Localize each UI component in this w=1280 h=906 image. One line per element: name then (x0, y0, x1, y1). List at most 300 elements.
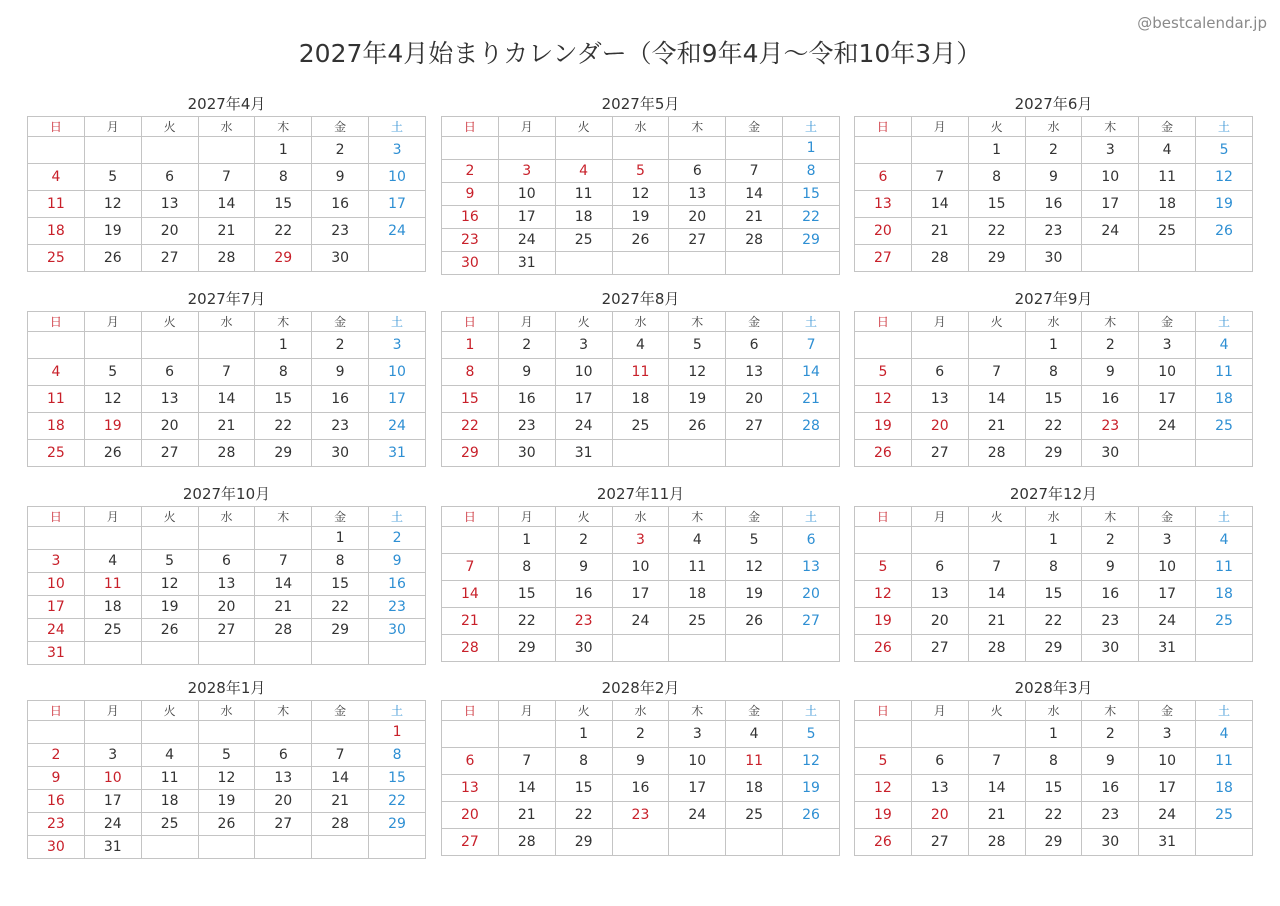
day-cell: 26 (84, 440, 141, 467)
weekday-header: 月 (84, 507, 141, 527)
day-cell: 22 (1025, 413, 1082, 440)
day-cell: 12 (1196, 164, 1253, 191)
week-row (28, 596, 426, 619)
day-cell: 1 (255, 137, 312, 164)
weekday-header: 金 (1139, 117, 1196, 137)
empty-day-cell (255, 836, 312, 859)
weekday-header: 水 (612, 701, 669, 721)
empty-day-cell (968, 721, 1025, 748)
weekday-header: 火 (555, 312, 612, 332)
day-cell: 25 (669, 608, 726, 635)
day-cell: 25 (1196, 608, 1253, 635)
empty-day-cell (141, 332, 198, 359)
empty-day-cell (555, 252, 612, 275)
empty-day-cell (312, 721, 369, 744)
empty-day-cell (141, 836, 198, 859)
day-cell: 25 (1196, 802, 1253, 829)
month-table (854, 311, 1253, 467)
day-cell: 3 (669, 721, 726, 748)
empty-day-cell (84, 721, 141, 744)
empty-day-cell (312, 642, 369, 665)
month-title: 2027年12月 (1009, 485, 1098, 503)
week-row (442, 775, 840, 802)
empty-day-cell (968, 527, 1025, 554)
day-cell: 29 (312, 619, 369, 642)
day-cell: 12 (84, 386, 141, 413)
day-cell: 25 (28, 245, 85, 272)
day-cell: 13 (911, 775, 968, 802)
week-row (442, 183, 840, 206)
day-cell: 18 (1139, 191, 1196, 218)
month-table (441, 116, 840, 275)
day-cell: 9 (1082, 554, 1139, 581)
day-cell: 23 (498, 413, 555, 440)
day-cell: 26 (198, 813, 255, 836)
weekday-header: 土 (1196, 312, 1253, 332)
week-row (855, 413, 1253, 440)
day-cell: 14 (255, 573, 312, 596)
weekday-header: 木 (255, 312, 312, 332)
weekday-header: 火 (141, 507, 198, 527)
day-cell: 7 (968, 748, 1025, 775)
month-title: 2027年11月 (596, 485, 685, 503)
day-cell: 14 (198, 386, 255, 413)
weekday-header: 金 (1139, 701, 1196, 721)
month-calendar (854, 482, 1253, 662)
day-cell: 2 (1082, 527, 1139, 554)
day-cell: 27 (198, 619, 255, 642)
day-cell: 6 (255, 744, 312, 767)
day-cell: 28 (726, 229, 783, 252)
weekday-header: 木 (1082, 312, 1139, 332)
day-cell: 5 (612, 160, 669, 183)
day-cell: 4 (726, 721, 783, 748)
day-cell: 26 (84, 245, 141, 272)
day-cell: 2 (312, 332, 369, 359)
day-cell: 3 (369, 137, 426, 164)
week-row (442, 206, 840, 229)
weekday-header: 金 (726, 701, 783, 721)
day-cell: 11 (84, 573, 141, 596)
day-cell: 16 (1025, 191, 1082, 218)
empty-day-cell (911, 137, 968, 164)
day-cell: 5 (198, 744, 255, 767)
day-cell: 17 (555, 386, 612, 413)
week-row (442, 554, 840, 581)
day-cell: 20 (911, 802, 968, 829)
week-row (442, 721, 840, 748)
week-row (28, 721, 426, 744)
day-cell: 27 (911, 829, 968, 856)
day-cell: 13 (783, 554, 840, 581)
day-cell: 4 (141, 744, 198, 767)
weekday-header: 土 (783, 312, 840, 332)
day-cell: 16 (28, 790, 85, 813)
day-cell: 5 (855, 748, 912, 775)
day-cell: 13 (198, 573, 255, 596)
month-calendar (27, 287, 426, 467)
week-row (855, 554, 1253, 581)
empty-day-cell (911, 332, 968, 359)
day-cell: 20 (255, 790, 312, 813)
empty-day-cell (198, 721, 255, 744)
day-cell: 8 (255, 164, 312, 191)
weekday-header-row (855, 117, 1253, 137)
month-table (854, 116, 1253, 272)
day-cell: 17 (612, 581, 669, 608)
day-cell: 22 (255, 218, 312, 245)
empty-day-cell (855, 721, 912, 748)
day-cell: 15 (1025, 581, 1082, 608)
month-table (441, 311, 840, 467)
day-cell: 17 (1139, 775, 1196, 802)
day-cell: 29 (1025, 440, 1082, 467)
day-cell: 4 (669, 527, 726, 554)
day-cell: 1 (783, 137, 840, 160)
weekday-header: 月 (498, 117, 555, 137)
day-cell: 2 (1082, 332, 1139, 359)
empty-day-cell (198, 527, 255, 550)
day-cell: 9 (612, 748, 669, 775)
day-cell: 17 (28, 596, 85, 619)
day-cell: 18 (141, 790, 198, 813)
day-cell: 11 (141, 767, 198, 790)
day-cell: 18 (28, 218, 85, 245)
day-cell: 17 (669, 775, 726, 802)
day-cell: 5 (855, 554, 912, 581)
weekday-header: 月 (911, 701, 968, 721)
day-cell: 10 (555, 359, 612, 386)
day-cell: 9 (555, 554, 612, 581)
day-cell: 5 (1196, 137, 1253, 164)
day-cell: 3 (1082, 137, 1139, 164)
day-cell: 14 (968, 775, 1025, 802)
day-cell: 7 (255, 550, 312, 573)
day-cell: 26 (855, 440, 912, 467)
week-row (855, 581, 1253, 608)
weekday-header: 土 (369, 117, 426, 137)
weekday-header: 火 (968, 117, 1025, 137)
day-cell: 19 (783, 775, 840, 802)
empty-day-cell (369, 836, 426, 859)
day-cell: 24 (1082, 218, 1139, 245)
month-table (27, 116, 426, 272)
day-cell: 16 (1082, 386, 1139, 413)
day-cell: 24 (555, 413, 612, 440)
week-row (442, 332, 840, 359)
week-row (855, 359, 1253, 386)
empty-day-cell (968, 332, 1025, 359)
day-cell: 1 (1025, 527, 1082, 554)
empty-day-cell (141, 137, 198, 164)
day-cell: 8 (1025, 359, 1082, 386)
weekday-header: 月 (911, 117, 968, 137)
weekday-header: 土 (783, 701, 840, 721)
day-cell: 17 (84, 790, 141, 813)
day-cell: 27 (442, 829, 499, 856)
day-cell: 28 (968, 829, 1025, 856)
day-cell: 11 (669, 554, 726, 581)
day-cell: 21 (726, 206, 783, 229)
day-cell: 18 (1196, 581, 1253, 608)
day-cell: 16 (369, 573, 426, 596)
week-row (442, 160, 840, 183)
day-cell: 23 (1082, 413, 1139, 440)
day-cell: 12 (783, 748, 840, 775)
weekday-header: 木 (669, 117, 726, 137)
day-cell: 7 (312, 744, 369, 767)
weekday-header: 木 (1082, 507, 1139, 527)
day-cell: 30 (28, 836, 85, 859)
week-row (442, 802, 840, 829)
day-cell: 6 (726, 332, 783, 359)
week-row (855, 608, 1253, 635)
day-cell: 18 (669, 581, 726, 608)
empty-day-cell (726, 635, 783, 662)
day-cell: 17 (1139, 386, 1196, 413)
weekday-header: 水 (612, 312, 669, 332)
day-cell: 5 (783, 721, 840, 748)
day-cell: 11 (1139, 164, 1196, 191)
day-cell: 29 (498, 635, 555, 662)
empty-day-cell (1196, 635, 1253, 662)
day-cell: 23 (312, 413, 369, 440)
day-cell: 11 (612, 359, 669, 386)
day-cell: 6 (855, 164, 912, 191)
week-row (28, 332, 426, 359)
day-cell: 28 (312, 813, 369, 836)
day-cell: 30 (312, 245, 369, 272)
day-cell: 20 (855, 218, 912, 245)
day-cell: 2 (312, 137, 369, 164)
empty-day-cell (855, 332, 912, 359)
day-cell: 29 (1025, 635, 1082, 662)
day-cell: 16 (442, 206, 499, 229)
day-cell: 6 (442, 748, 499, 775)
day-cell: 30 (442, 252, 499, 275)
empty-day-cell (669, 440, 726, 467)
empty-day-cell (28, 332, 85, 359)
empty-day-cell (911, 527, 968, 554)
week-row (855, 527, 1253, 554)
weekday-header: 水 (198, 507, 255, 527)
day-cell: 14 (968, 386, 1025, 413)
weekday-header: 月 (84, 117, 141, 137)
empty-day-cell (1139, 245, 1196, 272)
day-cell: 22 (555, 802, 612, 829)
empty-day-cell (669, 137, 726, 160)
day-cell: 7 (198, 359, 255, 386)
day-cell: 18 (726, 775, 783, 802)
day-cell: 16 (612, 775, 669, 802)
day-cell: 19 (1196, 191, 1253, 218)
week-row (28, 218, 426, 245)
weekday-header-row (28, 312, 426, 332)
day-cell: 25 (1196, 413, 1253, 440)
month-title: 2027年8月 (601, 290, 680, 308)
day-cell: 17 (369, 191, 426, 218)
day-cell: 4 (555, 160, 612, 183)
day-cell: 8 (312, 550, 369, 573)
day-cell: 18 (1196, 775, 1253, 802)
day-cell: 6 (141, 359, 198, 386)
day-cell: 9 (312, 359, 369, 386)
day-cell: 18 (84, 596, 141, 619)
day-cell: 22 (1025, 608, 1082, 635)
empty-day-cell (726, 829, 783, 856)
month-calendar (854, 287, 1253, 467)
day-cell: 21 (442, 608, 499, 635)
day-cell: 21 (968, 413, 1025, 440)
day-cell: 23 (28, 813, 85, 836)
day-cell: 14 (442, 581, 499, 608)
week-row (855, 191, 1253, 218)
day-cell: 20 (198, 596, 255, 619)
weekday-header-row (855, 312, 1253, 332)
week-row (442, 829, 840, 856)
day-cell: 12 (669, 359, 726, 386)
day-cell: 19 (855, 608, 912, 635)
day-cell: 29 (255, 245, 312, 272)
day-cell: 10 (669, 748, 726, 775)
empty-day-cell (498, 721, 555, 748)
day-cell: 30 (1082, 635, 1139, 662)
day-cell: 23 (1082, 802, 1139, 829)
day-cell: 24 (1139, 413, 1196, 440)
day-cell: 16 (555, 581, 612, 608)
day-cell: 3 (84, 744, 141, 767)
day-cell: 19 (84, 218, 141, 245)
day-cell: 17 (1082, 191, 1139, 218)
day-cell: 9 (1082, 748, 1139, 775)
day-cell: 12 (198, 767, 255, 790)
day-cell: 20 (726, 386, 783, 413)
day-cell: 8 (555, 748, 612, 775)
day-cell: 21 (783, 386, 840, 413)
day-cell: 12 (726, 554, 783, 581)
day-cell: 3 (1139, 527, 1196, 554)
empty-day-cell (84, 137, 141, 164)
month-title: 2027年6月 (1014, 95, 1093, 113)
day-cell: 2 (442, 160, 499, 183)
day-cell: 15 (442, 386, 499, 413)
month-calendar (441, 482, 840, 662)
weekday-header: 日 (855, 701, 912, 721)
empty-day-cell (255, 527, 312, 550)
day-cell: 22 (498, 608, 555, 635)
day-cell: 7 (498, 748, 555, 775)
weekday-header-row (442, 701, 840, 721)
weekday-header: 金 (726, 507, 783, 527)
day-cell: 22 (783, 206, 840, 229)
day-cell: 14 (968, 581, 1025, 608)
day-cell: 13 (911, 581, 968, 608)
weekday-header: 日 (28, 701, 85, 721)
weekday-header: 水 (1025, 507, 1082, 527)
day-cell: 4 (84, 550, 141, 573)
weekday-header: 火 (555, 507, 612, 527)
day-cell: 6 (141, 164, 198, 191)
day-cell: 29 (783, 229, 840, 252)
day-cell: 20 (669, 206, 726, 229)
day-cell: 10 (1139, 359, 1196, 386)
weekday-header: 日 (28, 117, 85, 137)
empty-day-cell (783, 635, 840, 662)
day-cell: 8 (498, 554, 555, 581)
day-cell: 20 (141, 413, 198, 440)
day-cell: 22 (1025, 802, 1082, 829)
day-cell: 25 (141, 813, 198, 836)
day-cell: 6 (911, 554, 968, 581)
day-cell: 29 (442, 440, 499, 467)
week-row (442, 229, 840, 252)
day-cell: 23 (1025, 218, 1082, 245)
week-row (855, 802, 1253, 829)
day-cell: 13 (669, 183, 726, 206)
weekday-header: 水 (612, 117, 669, 137)
day-cell: 2 (498, 332, 555, 359)
day-cell: 24 (84, 813, 141, 836)
weekday-header: 土 (369, 701, 426, 721)
day-cell: 5 (726, 527, 783, 554)
weekday-header: 水 (198, 117, 255, 137)
day-cell: 8 (369, 744, 426, 767)
weekday-header: 木 (669, 507, 726, 527)
empty-day-cell (1196, 245, 1253, 272)
empty-day-cell (669, 829, 726, 856)
week-row (442, 359, 840, 386)
empty-day-cell (28, 527, 85, 550)
day-cell: 26 (141, 619, 198, 642)
day-cell: 25 (612, 413, 669, 440)
day-cell: 6 (911, 359, 968, 386)
day-cell: 22 (442, 413, 499, 440)
day-cell: 20 (911, 413, 968, 440)
weekday-header: 木 (255, 701, 312, 721)
day-cell: 13 (141, 191, 198, 218)
weekday-header: 月 (84, 312, 141, 332)
day-cell: 7 (442, 554, 499, 581)
day-cell: 31 (1139, 829, 1196, 856)
week-row (855, 332, 1253, 359)
day-cell: 26 (612, 229, 669, 252)
day-cell: 13 (255, 767, 312, 790)
day-cell: 2 (28, 744, 85, 767)
empty-day-cell (141, 642, 198, 665)
weekday-header: 土 (1196, 117, 1253, 137)
day-cell: 22 (312, 596, 369, 619)
day-cell: 7 (726, 160, 783, 183)
weekday-header: 金 (1139, 507, 1196, 527)
weekday-header: 火 (968, 507, 1025, 527)
day-cell: 23 (612, 802, 669, 829)
day-cell: 14 (783, 359, 840, 386)
day-cell: 15 (369, 767, 426, 790)
day-cell: 28 (198, 440, 255, 467)
day-cell: 5 (84, 359, 141, 386)
day-cell: 13 (141, 386, 198, 413)
day-cell: 12 (84, 191, 141, 218)
day-cell: 27 (911, 440, 968, 467)
week-row (442, 635, 840, 662)
weekday-header-row (442, 117, 840, 137)
day-cell: 13 (855, 191, 912, 218)
day-cell: 12 (855, 386, 912, 413)
day-cell: 1 (442, 332, 499, 359)
weekday-header: 土 (1196, 507, 1253, 527)
day-cell: 23 (555, 608, 612, 635)
month-calendar (27, 676, 426, 859)
